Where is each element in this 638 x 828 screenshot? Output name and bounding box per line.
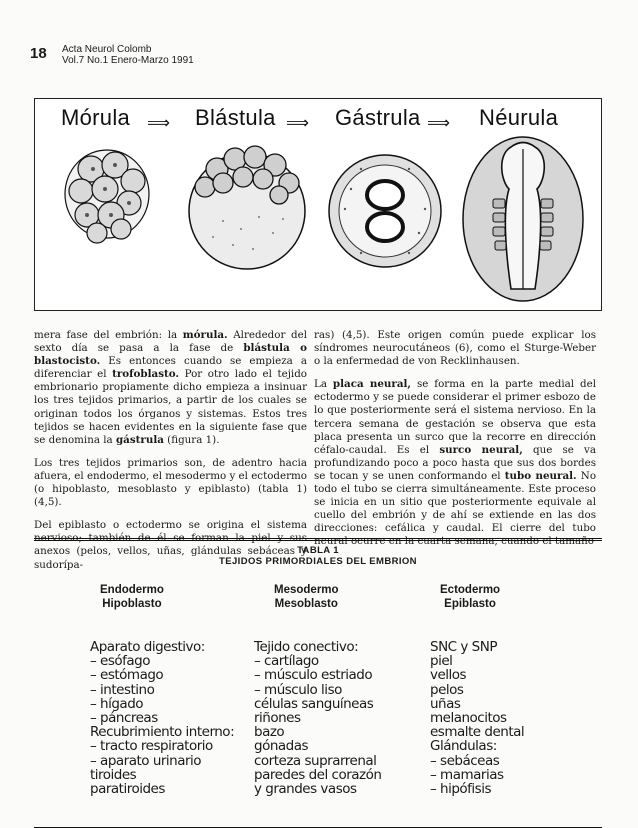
paragraph [34, 457, 307, 509]
text-run: Los tres tejidos primarios son, de adentro hacia afuera, el endodermo, el mesodermo y el ectodermo (o hipoblasto, mesoblasto y epiblasto) (tabla 1) (4,5). [34, 456, 307, 509]
list-mesodermo [254, 640, 381, 796]
table-cell: Aparato digestivo: [90, 639, 205, 655]
table-cell: tiroides [90, 766, 137, 783]
table-cell: esmalte dental [430, 724, 525, 741]
blastula-illustration [183, 129, 313, 289]
table-cell: – mamarias [430, 766, 504, 783]
text-run: ras) (4,5). Este origen común puede explicar los síndromes neurocutáneos (6), como el Sturge-Weber o la enfermedad de von Recklinhausen. [314, 329, 596, 368]
table-1 [34, 538, 602, 828]
bold-term: blástula o blastocisto. [34, 342, 307, 368]
table-cell: – intestino [90, 681, 155, 698]
table-cell: células sanguíneas [254, 695, 374, 712]
table-top-rule [34, 538, 602, 541]
table-cell: Tejido conectivo: [254, 639, 359, 655]
table-body [34, 567, 602, 827]
text-run: Es entonces cuando se empieza a diferenciar el [34, 355, 307, 381]
table-cell: – tracto respiratorio [90, 738, 213, 755]
table-cell: – aparato urinario [90, 752, 202, 769]
column-header-mesodermo: Mesodermo Mesoblasto [274, 584, 339, 610]
list-ectodermo [430, 640, 524, 796]
table-title [34, 545, 602, 567]
table-cell: riñones [254, 710, 301, 727]
table-label: TABLA 1 [297, 545, 339, 556]
paragraph [34, 329, 307, 447]
arrow-icon: ⟹ [427, 113, 450, 132]
table-cell: corteza suprarrenal [254, 752, 377, 769]
column-header-ectodermo: Ectodermo Epiblasto [440, 584, 501, 610]
arrow-icon: ⟹ [286, 113, 309, 132]
text-run: mera fase del embrión: la [34, 329, 183, 341]
stage-label-gastrula: Gástrula [335, 105, 421, 130]
table-cell: – páncreas [90, 710, 158, 727]
text-run: Alrededor del sexto día se pasa a la fase de [34, 329, 307, 355]
table-cell: paredes del corazón [254, 766, 382, 783]
figure-embryo-stages [34, 98, 602, 311]
arrow-icon: ⟹ [147, 113, 170, 132]
table-cell: – sebáceas [430, 752, 500, 769]
paragraph [314, 329, 596, 368]
table-caption: TEJIDOS PRIMORDIALES DEL EMBRION [219, 556, 417, 567]
table-cell: – estómago [90, 667, 164, 684]
table-cell: vellos [430, 667, 467, 684]
paragraph [314, 378, 596, 548]
table-cell: Recubrimiento interno: [90, 724, 235, 741]
stage-label-morula: Mórula [61, 105, 131, 130]
neurula-illustration [457, 129, 589, 309]
text-run: No todo el tubo se cierra simultáneamente. Este proceso se inicia en un sitio que posteriormente equivale al cuello del embrión y de ahí se extiende en las dos direcciones: cefálica y caudal. El cierre del tubo neural ocurre en la cuarta semana, cuando el tamaño [314, 469, 597, 548]
bold-term: gástrula [115, 433, 164, 446]
table-cell: melanocitos [430, 710, 507, 727]
stage-label-blastula: Blástula [195, 105, 276, 130]
table-cell: Glándulas: [430, 738, 497, 755]
table-cell: gónadas [254, 738, 309, 755]
text-run: La [314, 378, 333, 391]
journal-name: Acta Neurol Colomb [62, 44, 152, 55]
table-cell: – cartílago [254, 653, 319, 670]
table-cell: piel [430, 653, 453, 670]
bold-term: tubo neural. [504, 469, 577, 482]
table-cell: – hígado [90, 695, 144, 712]
journal-issue: Vol.7 No.1 Enero-Marzo 1991 [62, 55, 194, 66]
text-run: se forma en la parte medial del ectodermo y se puede considerar el primer esbozo de lo que posteriormente será el sistema nervioso. En la tercera semana de gestación se observa que esta placa presenta un surco que la recorre en dirección céfalo-caudal. Es el [314, 378, 596, 456]
table-cell: uñas [430, 695, 461, 712]
bold-term: placa neural, [332, 378, 412, 391]
body-column-right [314, 329, 596, 559]
table-cell: – hipófisis [430, 781, 491, 798]
table-cell: – músculo estriado [254, 667, 373, 684]
text-run: que se va profundizando poco a poco hasta que sus dos bordes se tocan y se unen conformando el [314, 443, 596, 482]
text-run: Del epiblasto o ectodermo se origina el sistema nervioso; también de él se forman la piel y sus anexos (pelos, vellos, uñas, glándulas sebáceas y sudorípa- [34, 519, 307, 571]
table-cell: SNC y SNP [430, 639, 497, 655]
table-cell: bazo [254, 724, 285, 741]
table-cell: y grandes vasos [254, 781, 357, 798]
page-number: 18 [30, 45, 47, 62]
table-cell: pelos [430, 681, 464, 698]
list-endodermo [90, 640, 234, 796]
table-cell: paratiroides [90, 781, 165, 798]
column-header-endodermo: Endodermo Hipoblasto [100, 584, 164, 610]
stage-label-neurula: Néurula [479, 105, 559, 130]
gastrula-illustration [321, 129, 451, 289]
journal-header [62, 44, 194, 66]
bold-term: surco neural, [439, 443, 523, 456]
bold-term: mórula. [182, 329, 228, 341]
text-run: Por otro lado el tejido embrionario propiamente dicho empieza a insinuar los tres tejidos primarios, a partir de los cuales se originan todos los órganos y sistemas. Estos tres tejidos se hacen evidentes en la siguiente fase que se denomina la [34, 368, 308, 446]
bold-term: trofoblasto. [112, 368, 180, 381]
table-cell: – esófago [90, 653, 150, 670]
text-run: (figura 1). [163, 433, 220, 446]
morula-illustration [57, 129, 159, 289]
table-cell: – músculo liso [254, 681, 342, 698]
